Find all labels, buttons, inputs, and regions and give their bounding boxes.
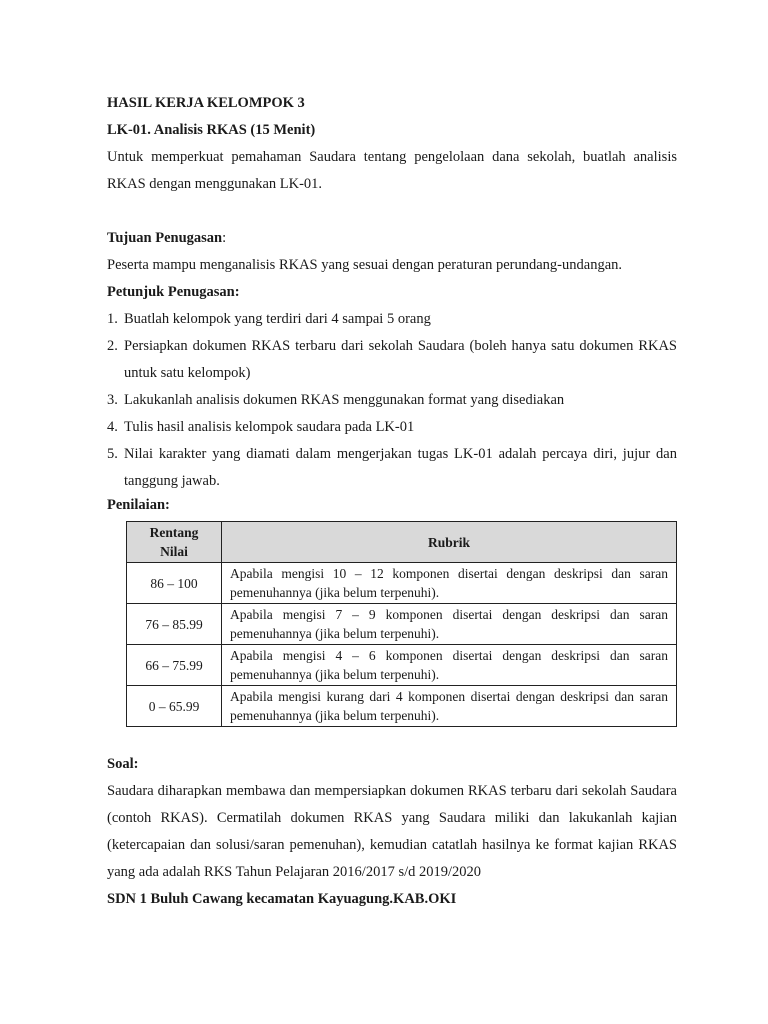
list-number: 2. bbox=[107, 338, 118, 354]
soal-paragraph: Saudara diharapkan membawa dan mempersiapkan dokumen RKAS terbaru dari sekolah Saudara (contoh RKAS). Cermatilah dokumen RKAS yang Saudara miliki dan lakukanlah kajian (ketercapaian dan solusi/saran pemenuhan), kemudian catatlah hasilnya ke format kajian RKAS yang ada adalah RKS Tahun Pelajaran 2016/2017 s/d 2019/2020 bbox=[107, 783, 677, 880]
list-number: 5. bbox=[107, 446, 118, 462]
school-name: SDN 1 Buluh Cawang kecamatan Kayuagung.KAB.OKI bbox=[107, 891, 457, 907]
table-row bbox=[127, 563, 677, 604]
list-number: 1. bbox=[107, 311, 118, 327]
tujuan-label: Tujuan Penugasan bbox=[107, 230, 223, 246]
rubric-cell: Apabila mengisi 10 – 12 komponen disertai dengan deskripsi dan saran pemenuhannya (jika belum terpenuhi). bbox=[222, 563, 677, 604]
list-text: Nilai karakter yang diamati dalam mengerjakan tugas LK-01 adalah percaya diri, jujur dan tanggung jawab. bbox=[124, 446, 677, 489]
list-item bbox=[107, 306, 677, 333]
doc-title: HASIL KERJA KELOMPOK 3 bbox=[107, 95, 305, 111]
list-item bbox=[107, 333, 677, 387]
table-row bbox=[127, 604, 677, 645]
rubric-table bbox=[126, 521, 677, 727]
header-rubrik: Rubrik bbox=[222, 522, 677, 563]
list-item bbox=[107, 387, 677, 414]
range-cell: 0 – 65.99 bbox=[127, 686, 222, 727]
penilaian-heading: Penilaian: bbox=[107, 497, 170, 513]
table-header-row bbox=[127, 522, 677, 563]
table-row bbox=[127, 686, 677, 727]
tujuan-colon: : bbox=[222, 230, 227, 246]
list-text: Buatlah kelompok yang terdiri dari 4 sampai 5 orang bbox=[124, 311, 431, 327]
list-item bbox=[107, 441, 677, 495]
range-cell: 66 – 75.99 bbox=[127, 645, 222, 686]
rubric-cell: Apabila mengisi 4 – 6 komponen disertai dengan deskripsi dan saran pemenuhannya (jika belum terpenuhi). bbox=[222, 645, 677, 686]
tujuan-text: Peserta mampu menganalisis RKAS yang sesuai dengan peraturan perundang-undangan. bbox=[107, 257, 623, 273]
table-row bbox=[127, 645, 677, 686]
range-cell: 86 – 100 bbox=[127, 563, 222, 604]
rubric-cell: Apabila mengisi kurang dari 4 komponen disertai dengan deskripsi dan saran pemenuhannya (jika belum terpenuhi). bbox=[222, 686, 677, 727]
list-number: 4. bbox=[107, 419, 118, 435]
rubric-cell: Apabila mengisi 7 – 9 komponen disertai dengan deskripsi dan saran pemenuhannya (jika belum terpenuhi). bbox=[222, 604, 677, 645]
list-text: Lakukanlah analisis dokumen RKAS menggunakan format yang disediakan bbox=[124, 392, 565, 408]
doc-subtitle: LK-01. Analisis RKAS (15 Menit) bbox=[107, 122, 316, 138]
range-cell: 76 – 85.99 bbox=[127, 604, 222, 645]
list-item bbox=[107, 414, 677, 441]
header-rentang-nilai: Rentang Nilai bbox=[127, 522, 222, 563]
list-number: 3. bbox=[107, 392, 118, 408]
soal-heading: Soal: bbox=[107, 756, 139, 772]
list-text: Tulis hasil analisis kelompok saudara pada LK-01 bbox=[124, 419, 415, 435]
intro-paragraph: Untuk memperkuat pemahaman Saudara tentang pengelolaan dana sekolah, buatlah analisis RKAS dengan menggunakan LK-01. bbox=[107, 149, 677, 192]
petunjuk-heading: Petunjuk Penugasan: bbox=[107, 284, 240, 300]
list-text: Persiapkan dokumen RKAS terbaru dari sekolah Saudara (boleh hanya satu dokumen RKAS untuk satu kelompok) bbox=[124, 338, 677, 381]
tujuan-heading bbox=[107, 225, 677, 252]
